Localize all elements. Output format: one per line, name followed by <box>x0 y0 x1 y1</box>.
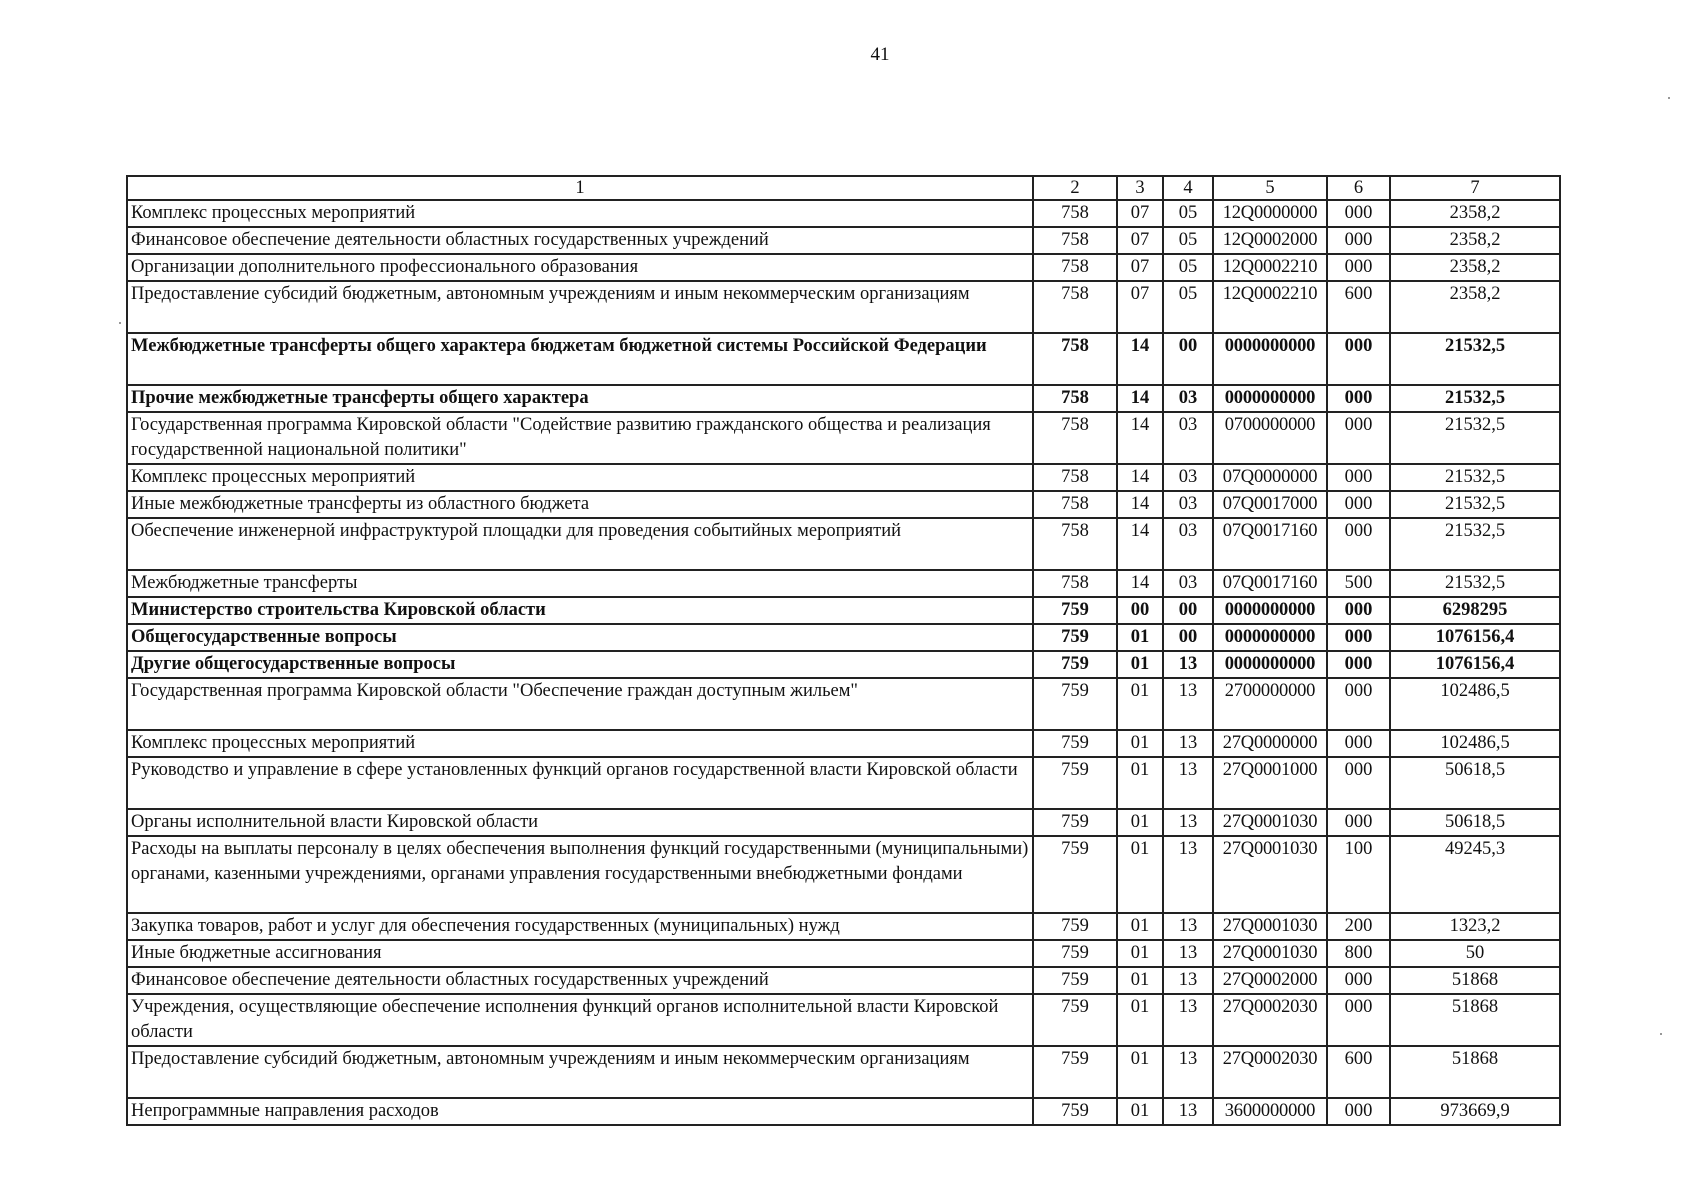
table-row <box>127 994 1560 1046</box>
row-col2-cell: 759 <box>1033 809 1117 836</box>
budget-table <box>126 175 1561 1126</box>
row-name-cell: Иные бюджетные ассигнования <box>127 940 1033 967</box>
row-col3-cell: 14 <box>1117 570 1163 597</box>
column-header: 6 <box>1327 176 1390 200</box>
row-col4-cell: 13 <box>1163 730 1213 757</box>
table-row <box>127 518 1560 570</box>
page-number: 41 <box>870 44 890 65</box>
row-col2-cell: 759 <box>1033 678 1117 730</box>
row-col2-cell: 759 <box>1033 994 1117 1046</box>
row-amount-cell: 21532,5 <box>1390 464 1560 491</box>
table-row <box>127 333 1560 385</box>
row-code-cell: 0000000000 <box>1213 333 1327 385</box>
row-amount-cell: 1076156,4 <box>1390 651 1560 678</box>
row-code-cell: 07Q0017000 <box>1213 491 1327 518</box>
row-col4-cell: 13 <box>1163 757 1213 809</box>
row-col2-cell: 759 <box>1033 651 1117 678</box>
table-row <box>127 757 1560 809</box>
row-col2-cell: 758 <box>1033 281 1117 333</box>
row-col6-cell: 000 <box>1327 491 1390 518</box>
row-amount-cell: 50 <box>1390 940 1560 967</box>
table-row <box>127 412 1560 464</box>
row-col3-cell: 01 <box>1117 1046 1163 1098</box>
row-col3-cell: 07 <box>1117 281 1163 333</box>
row-col2-cell: 758 <box>1033 333 1117 385</box>
row-code-cell: 27Q0002030 <box>1213 994 1327 1046</box>
row-col2-cell: 758 <box>1033 254 1117 281</box>
row-code-cell: 3600000000 <box>1213 1098 1327 1125</box>
row-name-cell: Органы исполнительной власти Кировской области <box>127 809 1033 836</box>
row-name-cell: Предоставление субсидий бюджетным, автономным учреждениям и иным некоммерческим организациям <box>127 281 1033 333</box>
scan-speck <box>119 322 121 324</box>
row-col4-cell: 13 <box>1163 1046 1213 1098</box>
row-col6-cell: 100 <box>1327 836 1390 913</box>
row-amount-cell: 51868 <box>1390 994 1560 1046</box>
row-col4-cell: 13 <box>1163 1098 1213 1125</box>
row-amount-cell: 21532,5 <box>1390 333 1560 385</box>
row-col6-cell: 000 <box>1327 254 1390 281</box>
row-col2-cell: 758 <box>1033 385 1117 412</box>
row-code-cell: 27Q0001030 <box>1213 913 1327 940</box>
row-col6-cell: 000 <box>1327 967 1390 994</box>
row-col3-cell: 01 <box>1117 730 1163 757</box>
row-name-cell: Учреждения, осуществляющие обеспечение исполнения функций органов исполнительной власти Кировской области <box>127 994 1033 1046</box>
row-amount-cell: 2358,2 <box>1390 254 1560 281</box>
row-col2-cell: 759 <box>1033 730 1117 757</box>
row-code-cell: 27Q0001030 <box>1213 836 1327 913</box>
row-amount-cell: 50618,5 <box>1390 809 1560 836</box>
row-amount-cell: 2358,2 <box>1390 281 1560 333</box>
table-row <box>127 940 1560 967</box>
table-row <box>127 491 1560 518</box>
row-amount-cell: 102486,5 <box>1390 678 1560 730</box>
row-col6-cell: 000 <box>1327 651 1390 678</box>
row-col3-cell: 01 <box>1117 678 1163 730</box>
row-col6-cell: 000 <box>1327 730 1390 757</box>
row-amount-cell: 49245,3 <box>1390 836 1560 913</box>
table-row <box>127 678 1560 730</box>
table-row <box>127 464 1560 491</box>
row-col4-cell: 13 <box>1163 940 1213 967</box>
row-code-cell: 12Q0002210 <box>1213 281 1327 333</box>
row-col6-cell: 600 <box>1327 1046 1390 1098</box>
row-name-cell: Общегосударственные вопросы <box>127 624 1033 651</box>
row-col4-cell: 03 <box>1163 491 1213 518</box>
row-col3-cell: 14 <box>1117 491 1163 518</box>
table-row <box>127 570 1560 597</box>
row-amount-cell: 6298295 <box>1390 597 1560 624</box>
row-code-cell: 0000000000 <box>1213 624 1327 651</box>
row-col6-cell: 800 <box>1327 940 1390 967</box>
row-col3-cell: 14 <box>1117 412 1163 464</box>
row-name-cell: Министерство строительства Кировской области <box>127 597 1033 624</box>
row-amount-cell: 50618,5 <box>1390 757 1560 809</box>
row-col6-cell: 000 <box>1327 757 1390 809</box>
table-row <box>127 385 1560 412</box>
row-col3-cell: 14 <box>1117 518 1163 570</box>
row-col2-cell: 759 <box>1033 836 1117 913</box>
row-code-cell: 07Q0017160 <box>1213 570 1327 597</box>
table-row <box>127 913 1560 940</box>
row-col2-cell: 758 <box>1033 200 1117 227</box>
row-col3-cell: 01 <box>1117 913 1163 940</box>
row-col4-cell: 03 <box>1163 518 1213 570</box>
row-col4-cell: 03 <box>1163 385 1213 412</box>
row-name-cell: Обеспечение инженерной инфраструктурой площадки для проведения событийных мероприятий <box>127 518 1033 570</box>
row-col6-cell: 000 <box>1327 385 1390 412</box>
table-row <box>127 597 1560 624</box>
row-col2-cell: 759 <box>1033 967 1117 994</box>
row-col4-cell: 03 <box>1163 464 1213 491</box>
row-amount-cell: 51868 <box>1390 967 1560 994</box>
row-col6-cell: 000 <box>1327 678 1390 730</box>
row-code-cell: 27Q0001000 <box>1213 757 1327 809</box>
row-col6-cell: 000 <box>1327 333 1390 385</box>
row-col4-cell: 03 <box>1163 412 1213 464</box>
row-amount-cell: 1076156,4 <box>1390 624 1560 651</box>
table-row <box>127 967 1560 994</box>
table-row <box>127 1098 1560 1125</box>
row-code-cell: 2700000000 <box>1213 678 1327 730</box>
column-header: 4 <box>1163 176 1213 200</box>
row-name-cell: Комплекс процессных мероприятий <box>127 200 1033 227</box>
row-code-cell: 27Q0002000 <box>1213 967 1327 994</box>
row-col2-cell: 758 <box>1033 412 1117 464</box>
row-name-cell: Финансовое обеспечение деятельности областных государственных учреждений <box>127 967 1033 994</box>
row-col3-cell: 07 <box>1117 227 1163 254</box>
row-code-cell: 12Q0002000 <box>1213 227 1327 254</box>
table-row <box>127 624 1560 651</box>
row-col3-cell: 01 <box>1117 809 1163 836</box>
row-col6-cell: 000 <box>1327 624 1390 651</box>
row-name-cell: Другие общегосударственные вопросы <box>127 651 1033 678</box>
row-name-cell: Руководство и управление в сфере установленных функций органов государственной власти Кировской области <box>127 757 1033 809</box>
row-code-cell: 12Q0002210 <box>1213 254 1327 281</box>
row-code-cell: 0700000000 <box>1213 412 1327 464</box>
row-amount-cell: 21532,5 <box>1390 570 1560 597</box>
row-col6-cell: 000 <box>1327 464 1390 491</box>
row-name-cell: Прочие межбюджетные трансферты общего характера <box>127 385 1033 412</box>
row-amount-cell: 21532,5 <box>1390 412 1560 464</box>
row-amount-cell: 973669,9 <box>1390 1098 1560 1125</box>
table-row <box>127 227 1560 254</box>
row-col4-cell: 13 <box>1163 994 1213 1046</box>
row-name-cell: Межбюджетные трансферты <box>127 570 1033 597</box>
row-col2-cell: 759 <box>1033 597 1117 624</box>
row-amount-cell: 2358,2 <box>1390 200 1560 227</box>
row-col6-cell: 500 <box>1327 570 1390 597</box>
row-col2-cell: 758 <box>1033 491 1117 518</box>
row-col6-cell: 000 <box>1327 597 1390 624</box>
row-name-cell: Комплекс процессных мероприятий <box>127 730 1033 757</box>
row-col3-cell: 01 <box>1117 836 1163 913</box>
row-amount-cell: 21532,5 <box>1390 518 1560 570</box>
row-col6-cell: 000 <box>1327 1098 1390 1125</box>
table-row <box>127 1046 1560 1098</box>
row-col6-cell: 000 <box>1327 200 1390 227</box>
scan-speck <box>1660 1033 1662 1035</box>
row-col4-cell: 05 <box>1163 200 1213 227</box>
row-col2-cell: 758 <box>1033 464 1117 491</box>
row-col4-cell: 05 <box>1163 227 1213 254</box>
row-col3-cell: 01 <box>1117 967 1163 994</box>
row-col3-cell: 01 <box>1117 757 1163 809</box>
row-col3-cell: 07 <box>1117 200 1163 227</box>
row-col3-cell: 14 <box>1117 333 1163 385</box>
row-col4-cell: 03 <box>1163 570 1213 597</box>
row-col6-cell: 000 <box>1327 518 1390 570</box>
column-header: 7 <box>1390 176 1560 200</box>
row-col4-cell: 13 <box>1163 651 1213 678</box>
row-col4-cell: 13 <box>1163 967 1213 994</box>
row-col4-cell: 00 <box>1163 624 1213 651</box>
row-amount-cell: 21532,5 <box>1390 491 1560 518</box>
row-col2-cell: 758 <box>1033 227 1117 254</box>
row-name-cell: Комплекс процессных мероприятий <box>127 464 1033 491</box>
row-col6-cell: 600 <box>1327 281 1390 333</box>
row-col3-cell: 07 <box>1117 254 1163 281</box>
column-header: 5 <box>1213 176 1327 200</box>
row-code-cell: 07Q0000000 <box>1213 464 1327 491</box>
row-col3-cell: 01 <box>1117 940 1163 967</box>
row-col3-cell: 01 <box>1117 624 1163 651</box>
row-col6-cell: 200 <box>1327 913 1390 940</box>
row-amount-cell: 21532,5 <box>1390 385 1560 412</box>
row-name-cell: Государственная программа Кировской области "Содействие развитию гражданского общества и реализация государственной национальной политики" <box>127 412 1033 464</box>
row-col3-cell: 01 <box>1117 994 1163 1046</box>
row-col6-cell: 000 <box>1327 809 1390 836</box>
row-col4-cell: 13 <box>1163 678 1213 730</box>
row-col2-cell: 758 <box>1033 518 1117 570</box>
row-name-cell: Межбюджетные трансферты общего характера бюджетам бюджетной системы Российской Федерации <box>127 333 1033 385</box>
row-col3-cell: 00 <box>1117 597 1163 624</box>
row-code-cell: 27Q0001030 <box>1213 940 1327 967</box>
row-col4-cell: 05 <box>1163 254 1213 281</box>
row-col2-cell: 759 <box>1033 1046 1117 1098</box>
row-col4-cell: 13 <box>1163 836 1213 913</box>
row-col3-cell: 14 <box>1117 385 1163 412</box>
row-name-cell: Иные межбюджетные трансферты из областного бюджета <box>127 491 1033 518</box>
table-row <box>127 254 1560 281</box>
column-header: 3 <box>1117 176 1163 200</box>
table-row <box>127 836 1560 913</box>
row-amount-cell: 1323,2 <box>1390 913 1560 940</box>
table-row <box>127 200 1560 227</box>
row-col4-cell: 05 <box>1163 281 1213 333</box>
row-col2-cell: 759 <box>1033 913 1117 940</box>
table-row <box>127 281 1560 333</box>
table-row <box>127 730 1560 757</box>
row-code-cell: 0000000000 <box>1213 651 1327 678</box>
row-amount-cell: 2358,2 <box>1390 227 1560 254</box>
row-col6-cell: 000 <box>1327 227 1390 254</box>
row-name-cell: Расходы на выплаты персоналу в целях обеспечения выполнения функций государственными (муниципальными) органами, казенными учреждениями, органами управления государственными внебюджетными фондами <box>127 836 1033 913</box>
row-code-cell: 0000000000 <box>1213 385 1327 412</box>
column-number-row <box>127 176 1560 200</box>
column-header: 2 <box>1033 176 1117 200</box>
row-amount-cell: 102486,5 <box>1390 730 1560 757</box>
row-name-cell: Непрограммные направления расходов <box>127 1098 1033 1125</box>
row-code-cell: 12Q0000000 <box>1213 200 1327 227</box>
row-col6-cell: 000 <box>1327 994 1390 1046</box>
row-col3-cell: 01 <box>1117 651 1163 678</box>
scan-speck <box>1668 97 1670 99</box>
row-code-cell: 27Q0001030 <box>1213 809 1327 836</box>
row-col2-cell: 759 <box>1033 757 1117 809</box>
row-code-cell: 0000000000 <box>1213 597 1327 624</box>
row-col2-cell: 759 <box>1033 940 1117 967</box>
row-code-cell: 27Q0000000 <box>1213 730 1327 757</box>
row-col4-cell: 00 <box>1163 597 1213 624</box>
row-code-cell: 07Q0017160 <box>1213 518 1327 570</box>
row-col3-cell: 01 <box>1117 1098 1163 1125</box>
row-col2-cell: 759 <box>1033 1098 1117 1125</box>
table-row <box>127 809 1560 836</box>
row-name-cell: Предоставление субсидий бюджетным, автономным учреждениям и иным некоммерческим организациям <box>127 1046 1033 1098</box>
row-name-cell: Государственная программа Кировской области "Обеспечение граждан доступным жильем" <box>127 678 1033 730</box>
row-col2-cell: 759 <box>1033 624 1117 651</box>
row-code-cell: 27Q0002030 <box>1213 1046 1327 1098</box>
table-body <box>127 200 1560 1125</box>
row-col4-cell: 13 <box>1163 913 1213 940</box>
row-name-cell: Финансовое обеспечение деятельности областных государственных учреждений <box>127 227 1033 254</box>
row-amount-cell: 51868 <box>1390 1046 1560 1098</box>
row-col6-cell: 000 <box>1327 412 1390 464</box>
row-col2-cell: 758 <box>1033 570 1117 597</box>
column-header: 1 <box>127 176 1033 200</box>
row-name-cell: Закупка товаров, работ и услуг для обеспечения государственных (муниципальных) нужд <box>127 913 1033 940</box>
row-col4-cell: 00 <box>1163 333 1213 385</box>
row-col3-cell: 14 <box>1117 464 1163 491</box>
row-name-cell: Организации дополнительного профессионального образования <box>127 254 1033 281</box>
table-row <box>127 651 1560 678</box>
row-col4-cell: 13 <box>1163 809 1213 836</box>
